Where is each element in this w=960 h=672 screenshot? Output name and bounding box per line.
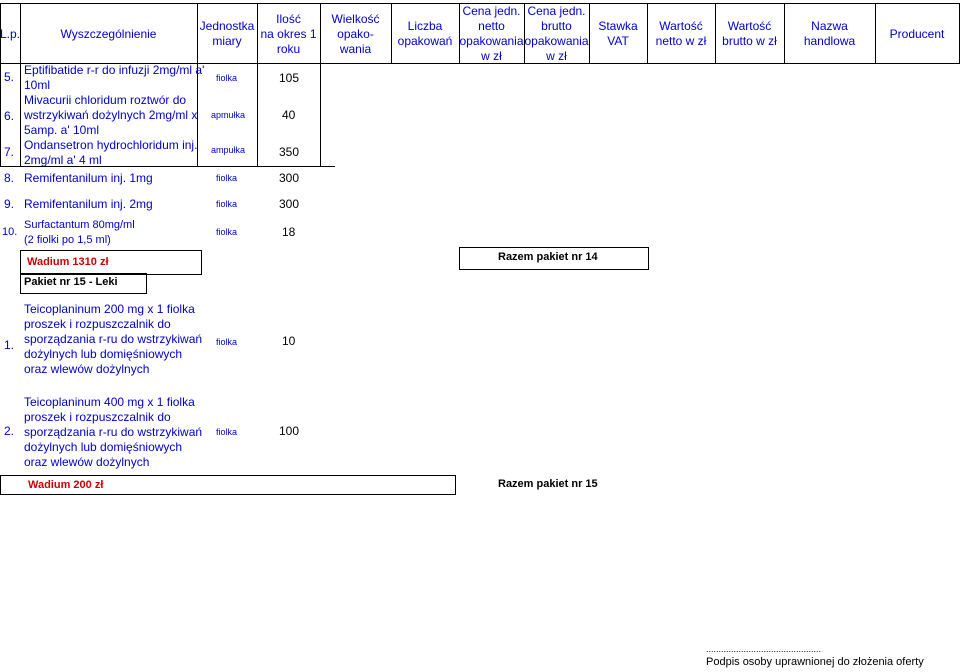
wadium-label: Wadium 1310 zł	[27, 256, 109, 268]
pakiet-title: Pakiet nr 15 - Leki	[24, 276, 118, 288]
row-qty: 300	[279, 197, 300, 211]
row-lp: 9.	[4, 197, 15, 211]
row-unit: fiolka	[216, 199, 238, 209]
header-jednostka: Jednostka miary	[199, 19, 255, 48]
header-cena-netto: Cena jedn. netto opakowania w zł	[459, 4, 524, 63]
row-description-line: 10ml	[24, 78, 51, 92]
row-qty: 18	[282, 225, 296, 239]
header-wartosc-netto: Wartość netto w zł	[655, 19, 707, 48]
header-liczba: Liczba opakowań	[397, 19, 453, 48]
wadium-label: Wadium 200 zł	[28, 479, 104, 491]
header-stawka: Stawka VAT	[598, 19, 638, 48]
row-unit: fiolka	[216, 337, 238, 347]
row-description-line: 5amp. a' 10ml	[24, 123, 99, 137]
razem-label: Razem pakiet nr 15	[498, 478, 598, 490]
header-nazwa-handlowa: Nazwa handlowa	[803, 19, 856, 48]
row-description-line: oraz wlewów dożylnych	[24, 362, 150, 376]
row-qty: 105	[279, 71, 300, 85]
row-description-line: sporządzania r-ru do wstrzykiwań	[24, 332, 203, 346]
row-lp: 1.	[4, 338, 15, 352]
header-wielkosc: Wielkość opako- wania	[331, 11, 380, 56]
row-description-line: Remifentanilum inj. 2mg	[24, 197, 153, 211]
row-qty: 300	[279, 171, 300, 185]
row-qty: 10	[282, 334, 296, 348]
row-qty: 40	[282, 108, 296, 122]
signature-dots: ..............................................	[706, 644, 822, 654]
header-ilosc: Ilość na okres 1 roku	[260, 11, 317, 56]
wadium-box	[20, 250, 202, 275]
header-producent: Producent	[889, 26, 945, 41]
pakiet-title-box	[20, 273, 147, 294]
row-lp: 10.	[2, 226, 18, 238]
razem-box	[459, 247, 649, 270]
row-lp: 2.	[4, 424, 15, 438]
row-description-line: Eptifibatide r-r do infuzji 2mg/ml a'	[24, 63, 205, 77]
row-description-line: dożylnych lub domięśniowych	[24, 347, 183, 361]
row-description-line: proszek i rozpuszczalnik do	[24, 410, 171, 424]
row-unit: fiolka	[216, 73, 238, 83]
header-cena-brutto: Cena jedn. brutto opakowania w zł	[524, 4, 589, 63]
row-unit: apmułka	[211, 110, 246, 120]
signature-label: Podpis osoby uprawnionej do złożenia oferty	[706, 656, 924, 668]
row-description-line: (2 fiolki po 1,5 ml)	[24, 234, 111, 246]
header-wyszczegolnienie: Wyszczególnienie	[60, 26, 157, 41]
row-description-line: Remifentanilum inj. 1mg	[24, 171, 153, 185]
row-lp: 6.	[4, 109, 15, 123]
row-description-line: Mivacurii chloridum roztwór do	[24, 93, 187, 107]
row-qty: 100	[279, 424, 300, 438]
razem-label: Razem pakiet nr 14	[498, 251, 598, 263]
row-description-line: Teicoplaninum 400 mg x 1 fiolka	[24, 395, 195, 409]
row-lp: 7.	[4, 145, 15, 159]
row-description-line: Ondansetron hydrochloridum inj.	[24, 138, 198, 152]
row-unit: fiolka	[216, 173, 238, 183]
row-lp: 5.	[4, 70, 15, 84]
row-unit: ampułka	[211, 145, 246, 155]
row-description-line: wstrzykiwań dożylnych 2mg/ml x	[24, 108, 198, 122]
row-description-line: Surfactantum 80mg/ml	[24, 219, 135, 231]
row-description-line: sporządzania r-ru do wstrzykiwań	[24, 425, 203, 439]
row-description-line: oraz wlewów dożylnych	[24, 455, 150, 469]
header-lp: L.p.	[0, 26, 21, 41]
wadium-box	[0, 475, 456, 495]
row-qty: 350	[279, 145, 300, 159]
row-description-line: proszek i rozpuszczalnik do	[24, 317, 171, 331]
row-lp: 8.	[4, 171, 15, 185]
row-description-line: 2mg/ml a' 4 ml	[24, 153, 102, 167]
row-description-line: dożylnych lub domięśniowych	[24, 440, 183, 454]
header-wartosc-brutto: Wartość brutto w zł	[722, 19, 777, 48]
row-unit: fiolka	[216, 427, 238, 437]
row-description-line: Teicoplaninum 200 mg x 1 fiolka	[24, 302, 195, 316]
row-unit: fiolka	[216, 227, 238, 237]
